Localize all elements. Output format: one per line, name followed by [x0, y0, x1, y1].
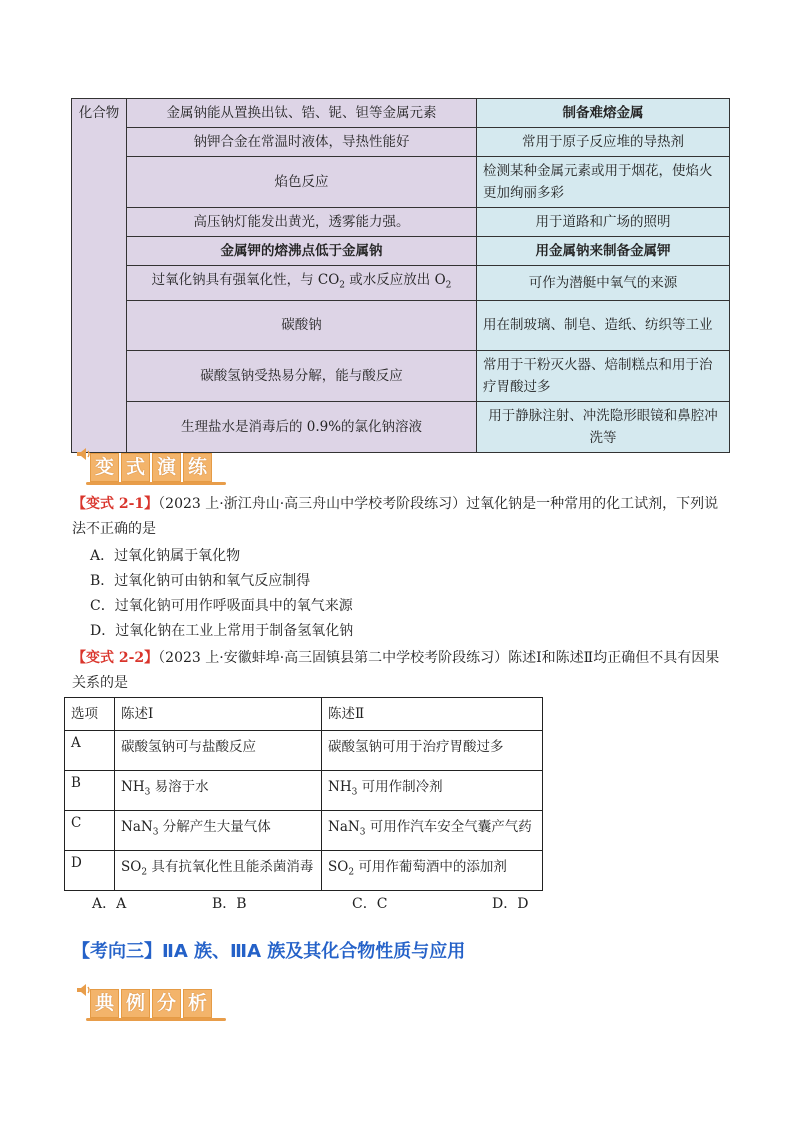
- header-statement-2: 陈述Ⅱ: [322, 698, 543, 731]
- use-cell: 可作为潜艇中氧气的来源: [477, 266, 730, 301]
- section-underline: [86, 1018, 226, 1021]
- question-tag: 【变式 2-1】: [72, 496, 159, 512]
- property-cell: 高压钠灯能发出黄光，透雾能力强。: [127, 208, 477, 237]
- statement-2: NaN$_3$ 可用作汽车安全气囊产气药: [322, 811, 543, 851]
- property-cell: 过氧化钠具有强氧化性，与 $CO_2$ 或水反应放出 $O_2$: [127, 266, 477, 301]
- property-cell: 金属钠能从置换出钛、锆、铌、钽等金属元素: [127, 99, 477, 128]
- section-char: 分: [152, 989, 181, 1018]
- question-2-2: [72, 646, 732, 696]
- row-option: B: [65, 771, 115, 811]
- statement-1: 碳酸氢钠可与盐酸反应: [115, 731, 322, 771]
- statements-table: [64, 697, 543, 891]
- question-tag: 【变式 2-2】: [72, 650, 159, 666]
- answer-b: B．B: [212, 896, 247, 912]
- answer-a: A．A: [92, 896, 127, 912]
- section-char: 式: [121, 453, 150, 482]
- answer-c: C．C: [352, 896, 388, 912]
- question-2-1: [72, 492, 732, 542]
- use-cell: 制备难熔金属: [477, 99, 730, 128]
- statement-1: NaN$_3$ 分解产生大量气体: [115, 811, 322, 851]
- statement-2: $NH_3$ 可用作制冷剂: [322, 771, 543, 811]
- use-cell: 用于静脉注射、冲洗隐形眼镜和鼻腔冲洗等: [477, 401, 730, 452]
- property-cell: 金属钾的熔沸点低于金属钠: [127, 237, 477, 266]
- topic-heading: 【考向三】ⅡA 族、ⅢA 族及其化合物性质与应用: [72, 941, 466, 962]
- category-cell: 化合物: [72, 99, 127, 453]
- option-b: B．过氧化钠可由钠和氧气反应制得: [90, 573, 311, 589]
- section-char: 演: [152, 453, 181, 482]
- property-cell: 生理盐水是消毒后的 0.9%的氯化钠溶液: [127, 401, 477, 452]
- section-underline: [86, 482, 226, 485]
- section-char: 练: [183, 453, 212, 482]
- statement-2: $SO_2$ 可用作葡萄酒中的添加剂: [322, 851, 543, 891]
- option-d: D．过氧化钠在工业上常用于制备氢氧化钠: [90, 623, 354, 639]
- use-cell: 检测某种金属元素或用于烟花，使焰火更加绚丽多彩: [477, 157, 730, 208]
- section-char: 例: [121, 989, 150, 1018]
- property-cell: 碳酸氢钠受热易分解，能与酸反应: [127, 350, 477, 401]
- use-cell: 用金属钠来制备金属钾: [477, 237, 730, 266]
- property-cell: 焰色反应: [127, 157, 477, 208]
- header-option: 选项: [65, 698, 115, 731]
- row-option: C: [65, 811, 115, 851]
- option-c: C．过氧化钠可用作呼吸面具中的氧气来源: [90, 598, 353, 614]
- use-cell: 用于道路和广场的照明: [477, 208, 730, 237]
- question-text: （2023 上·浙江舟山·高三舟山中学校考阶段练习）过氧化钠是一种常用的化工试剂，下列说法不正确的是: [72, 496, 719, 537]
- statement-1: $NH_3$ 易溶于水: [115, 771, 322, 811]
- statement-1: $SO_2$ 具有抗氧化性且能杀菌消毒: [115, 851, 322, 891]
- section-char: 变: [90, 453, 119, 482]
- use-cell: 用在制玻璃、制皂、造纸、纺织等工业: [477, 300, 730, 350]
- option-a: A．过氧化钠属于氧化物: [90, 548, 241, 564]
- row-option: A: [65, 731, 115, 771]
- section-char: 析: [183, 989, 212, 1018]
- statement-2: 碳酸氢钠可用于治疗胃酸过多: [322, 731, 543, 771]
- section-char: 典: [90, 989, 119, 1018]
- answer-d: D．D: [492, 896, 529, 912]
- property-cell: 钠钾合金在常温时液体，导热性能好: [127, 128, 477, 157]
- question-text: （2023 上·安徽蚌埠·高三固镇县第二中学校考阶段练习）陈述Ⅰ和陈述Ⅱ均正确但不具有因果关系的是: [72, 650, 720, 691]
- header-statement-1: 陈述Ⅰ: [115, 698, 322, 731]
- properties-table: [71, 98, 730, 453]
- row-option: D: [65, 851, 115, 891]
- use-cell: 常用于干粉灭火器、焙制糕点和用于治疗胃酸过多: [477, 350, 730, 401]
- use-cell: 常用于原子反应堆的导热剂: [477, 128, 730, 157]
- property-cell: 碳酸钠: [127, 300, 477, 350]
